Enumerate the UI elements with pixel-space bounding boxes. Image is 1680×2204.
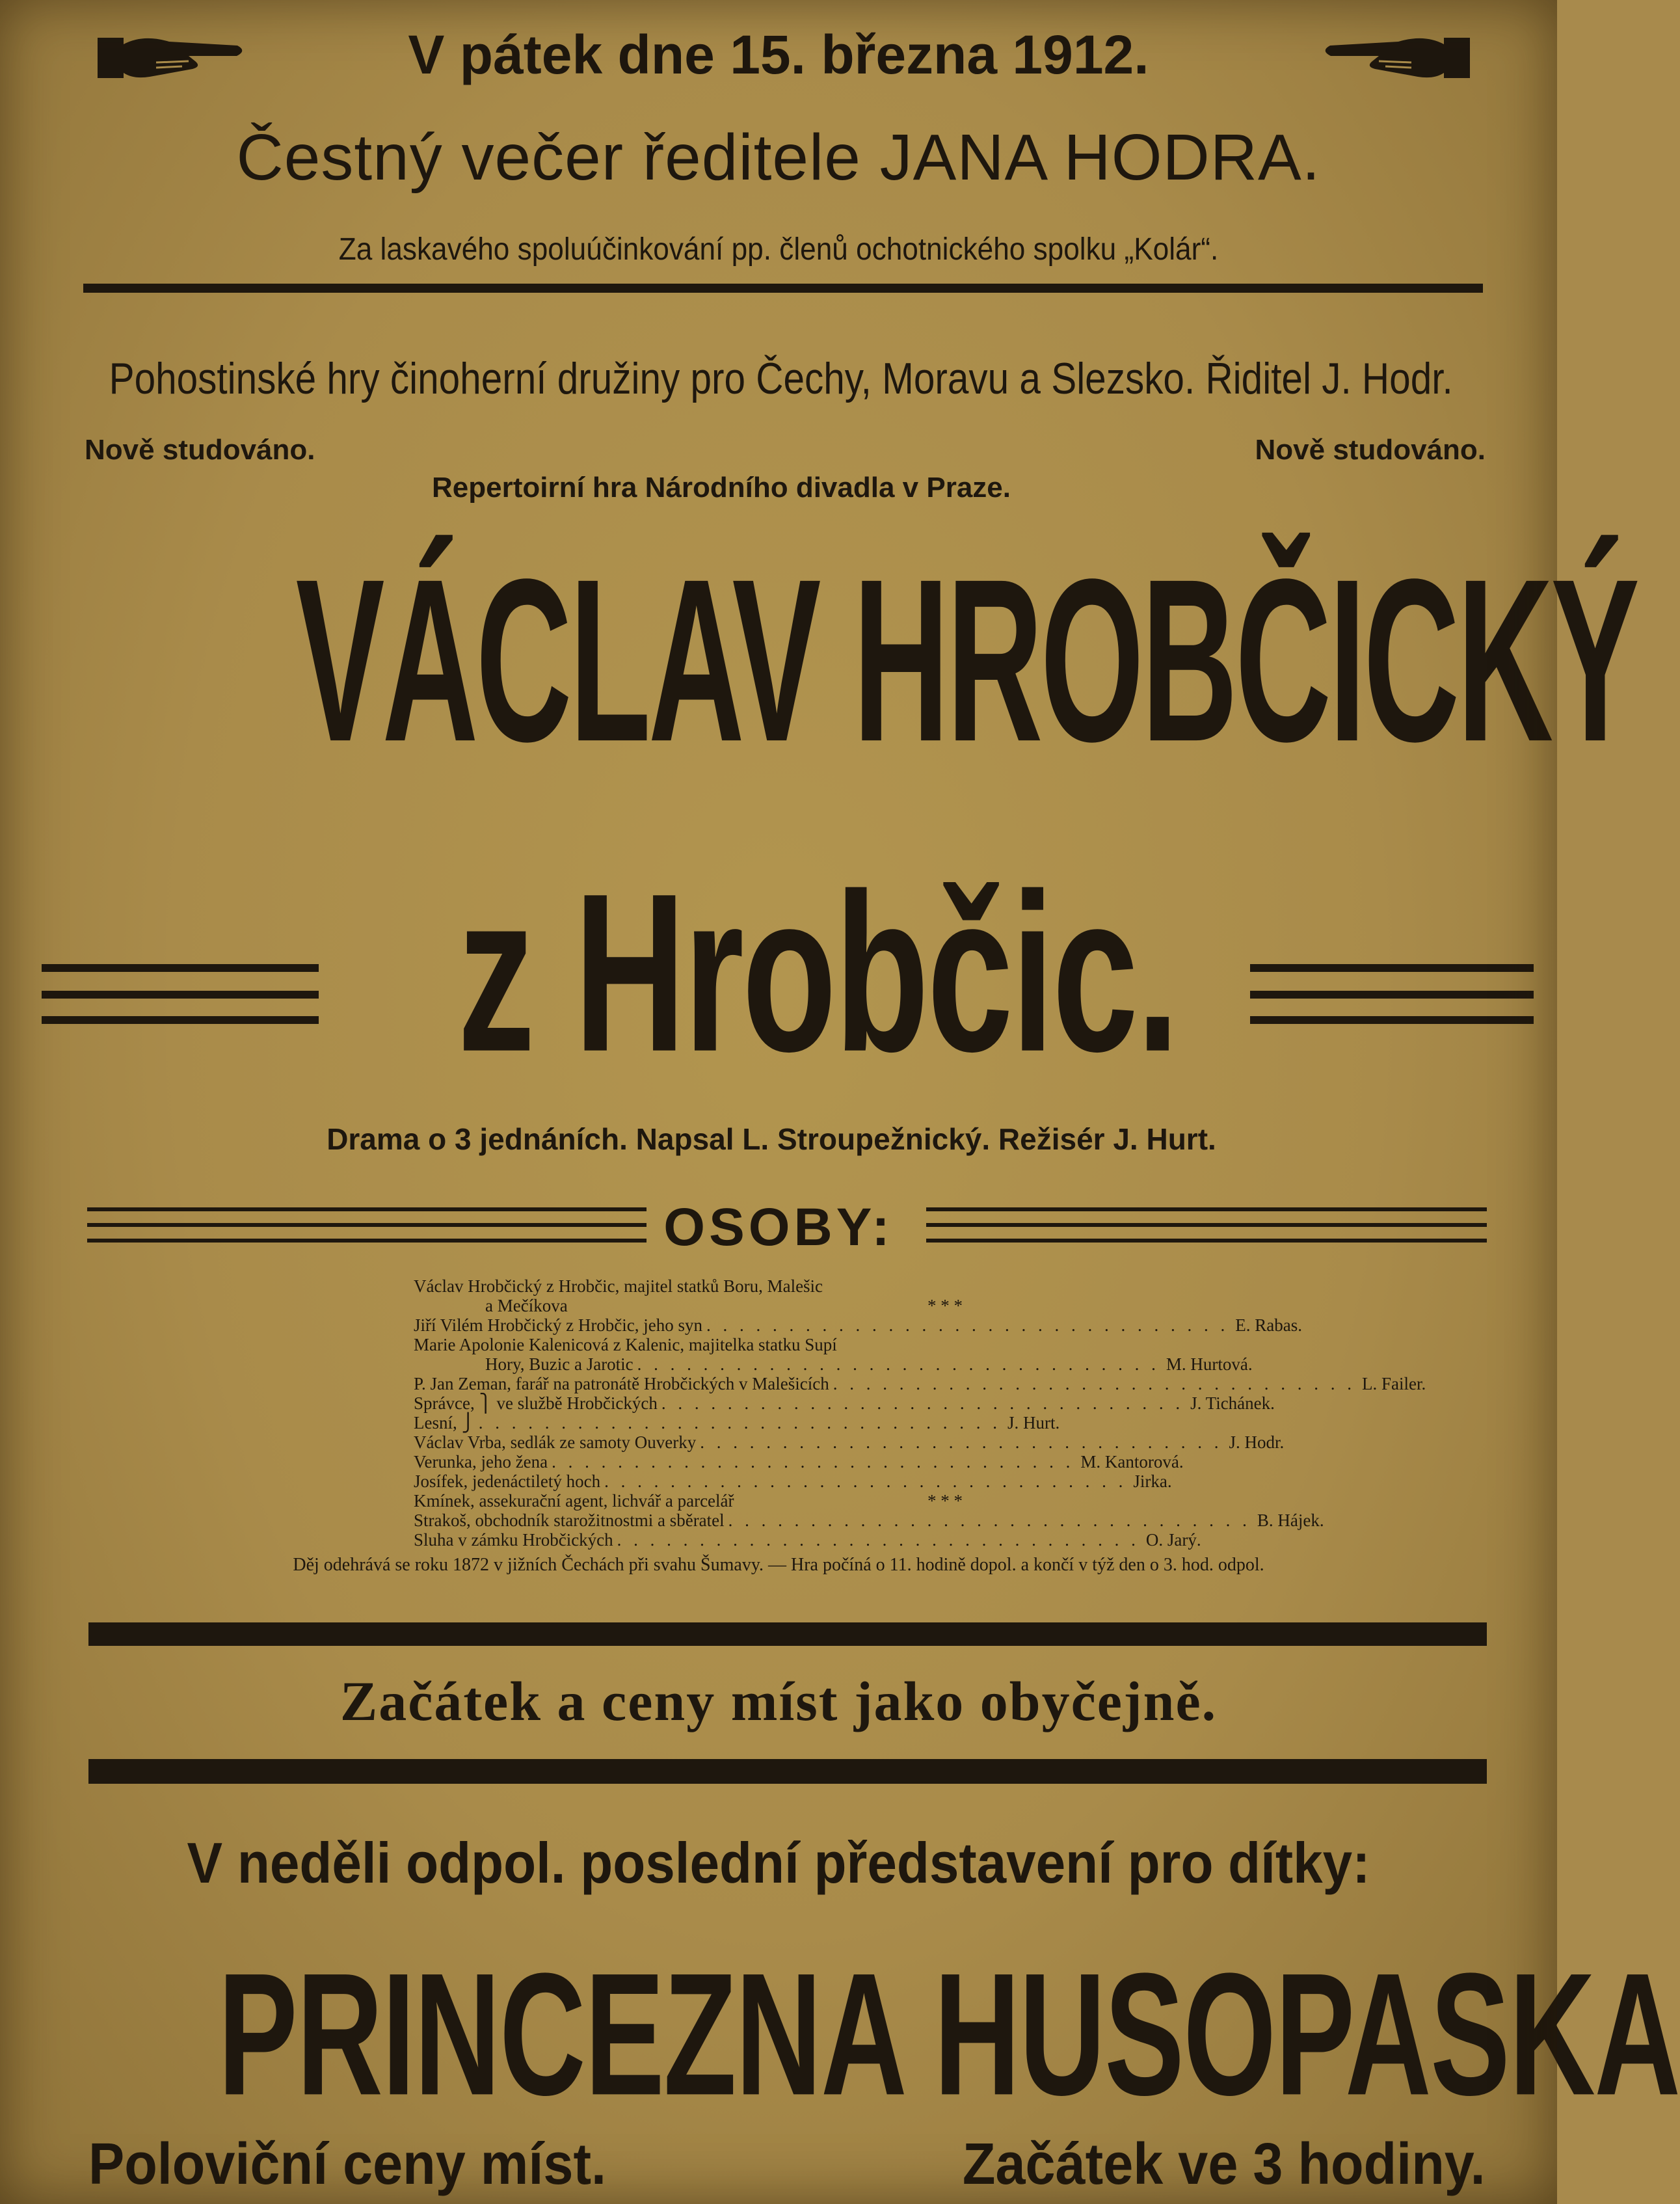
cast-role: Jiří Vilém Hrobčický z Hrobčic, jeho syn bbox=[414, 1315, 703, 1335]
cast-actor: J. Tichánek. bbox=[1190, 1393, 1275, 1413]
leader-dots bbox=[823, 1276, 921, 1296]
play-title-line2: z Hrobčic. bbox=[457, 846, 1178, 1099]
cast-row bbox=[414, 1393, 1275, 1413]
divider-rule bbox=[88, 1622, 1487, 1646]
cast-role: Správce, ⎫ ve službě Hrobčických bbox=[414, 1393, 658, 1413]
cast-row bbox=[414, 1354, 1253, 1374]
cast-row bbox=[414, 1374, 1426, 1393]
cast-row bbox=[414, 1276, 1090, 1296]
leader-dots: . . . . . . . . . . . . . . . . . . . . . . . . . . . . . . . . bbox=[706, 1315, 1229, 1335]
cast-actor: M. Kantorová. bbox=[1080, 1452, 1184, 1472]
play-title-line1: VÁCLAV HROBČICKÝ bbox=[295, 530, 1638, 790]
cast-row bbox=[414, 1296, 1090, 1315]
cooperation-line: Za laskavého spoluúčinkování pp. členů ochotnického spolku „Kolár“. bbox=[338, 232, 1219, 267]
cast-role: Strakoš, obchodník starožitnostmi a sběratel bbox=[414, 1511, 725, 1530]
cast-actor: J. Hodr. bbox=[1229, 1432, 1285, 1452]
right-ornament-rule bbox=[1250, 991, 1534, 999]
setting-line: Děj odehrává se roku 1872 v jižních Čechách při svahu Šumavy. — Hra počíná o 11. hodině dopol. a končí v týž den o 3. hod. odpol. bbox=[293, 1555, 1264, 1575]
cast-row bbox=[414, 1530, 1201, 1550]
cast-list bbox=[414, 1276, 1426, 1550]
leader-dots: . . . . . . . . . . . . . . . . . . . . . . . . . . . . . . . . bbox=[700, 1432, 1223, 1452]
divider-rule bbox=[83, 284, 1483, 293]
children-play-title: PRINCEZNA HUSOPASKA bbox=[218, 1937, 1680, 2132]
leader-dots: . . . . . . . . . . . . . . . . . . . . . . . . . . . . . . . . bbox=[478, 1413, 1001, 1432]
cast-actor: J. Hurt. bbox=[1007, 1413, 1060, 1432]
cast-row bbox=[414, 1452, 1184, 1472]
cast-role: Sluha v zámku Hrobčických bbox=[414, 1530, 613, 1550]
left-ornament-rule bbox=[42, 964, 319, 972]
cast-row bbox=[414, 1511, 1324, 1530]
cast-role: Marie Apolonie Kalenicová z Kalenic, majitelka statku Supí bbox=[414, 1335, 837, 1354]
cast-actor bbox=[921, 1335, 1090, 1354]
cast-actor: L. Failer. bbox=[1362, 1374, 1426, 1393]
company-tagline: Pohostinské hry činoherní družiny pro Čechy, Moravu a Slezsko. Řiditel J. Hodr. bbox=[109, 354, 1453, 403]
cast-actor: M. Hurtová. bbox=[1166, 1354, 1253, 1374]
leader-dots: . . . . . . . . . . . . . . . . . . . . . . . . . . . . . . . . bbox=[833, 1374, 1355, 1393]
newly-studied-right: Nově studováno. bbox=[1255, 434, 1486, 466]
leader-dots bbox=[734, 1491, 921, 1511]
leader-dots: . . . . . . . . . . . . . . . . . . . . . . . . . . . . . . . . bbox=[728, 1511, 1251, 1530]
leader-dots bbox=[568, 1296, 921, 1315]
start-and-prices: Začátek a ceny míst jako obyčejně. bbox=[340, 1670, 1218, 1732]
cast-actor: O. Jarý. bbox=[1145, 1530, 1201, 1550]
cast-actor bbox=[921, 1276, 1090, 1296]
cast-role: Václav Vrba, sedlák ze samoty Ouverky bbox=[414, 1432, 697, 1452]
play-subtitle: Drama o 3 jednáních. Napsal L. Stroupežnický. Režisér J. Hurt. bbox=[327, 1122, 1216, 1156]
leader-dots: . . . . . . . . . . . . . . . . . . . . . . . . . . . . . . . . bbox=[604, 1472, 1127, 1491]
date-line: V pátek dne 15. března 1912. bbox=[408, 24, 1149, 85]
divider-rule bbox=[88, 1759, 1487, 1784]
leader-dots: . . . . . . . . . . . . . . . . . . . . . . . . . . . . . . . . bbox=[617, 1530, 1140, 1550]
cast-actor: * * * bbox=[927, 1491, 963, 1511]
cast-role: Václav Hrobčický z Hrobčic, majitel statků Boru, Malešic bbox=[414, 1276, 823, 1296]
cast-role: a Mečíkova bbox=[485, 1296, 568, 1315]
cast-row bbox=[414, 1472, 1172, 1491]
children-announcement: V neděli odpol. poslední představení pro dítky: bbox=[187, 1831, 1370, 1895]
cast-role: P. Jan Zeman, farář na patronátě Hrobčických v Malešicích bbox=[414, 1374, 829, 1393]
cast-row bbox=[414, 1413, 1090, 1432]
cast-role: Kmínek, assekurační agent, lichvář a parcelář bbox=[414, 1491, 734, 1511]
cast-heading: OSOBY: bbox=[663, 1198, 894, 1257]
repertoire-line: Repertoirní hra Národního divadla v Praze. bbox=[432, 472, 1011, 504]
start-time-note: Začátek ve 3 hodiny. bbox=[963, 2132, 1486, 2197]
left-ornament-rule bbox=[42, 1016, 319, 1024]
cast-actor: Jirka. bbox=[1133, 1472, 1172, 1491]
right-ornament-rule bbox=[1250, 1016, 1534, 1024]
half-price-note: Poloviční ceny míst. bbox=[88, 2132, 607, 2197]
cast-role: Lesní, ⎭ bbox=[414, 1413, 475, 1432]
cast-actor: B. Hájek. bbox=[1257, 1511, 1324, 1530]
cast-role: Hory, Buzic a Jarotic bbox=[485, 1354, 633, 1374]
right-ornament-rule bbox=[1250, 964, 1534, 972]
newly-studied-left: Nově studováno. bbox=[85, 434, 315, 466]
cast-role: Verunka, jeho žena bbox=[414, 1452, 548, 1472]
honor-line: Čestný večer ředitele JANA HODRA. bbox=[236, 121, 1321, 194]
leader-dots bbox=[837, 1335, 921, 1354]
cast-role: Josífek, jedenáctiletý hoch bbox=[414, 1472, 601, 1491]
leader-dots: . . . . . . . . . . . . . . . . . . . . . . . . . . . . . . . . bbox=[637, 1354, 1160, 1374]
leader-dots: . . . . . . . . . . . . . . . . . . . . . . . . . . . . . . . . bbox=[552, 1452, 1074, 1472]
cast-row bbox=[414, 1335, 1090, 1354]
cast-actor: E. Rabas. bbox=[1235, 1315, 1303, 1335]
cast-row bbox=[414, 1432, 1285, 1452]
cast-row bbox=[414, 1315, 1303, 1335]
left-ornament-rule bbox=[42, 991, 319, 999]
cast-row bbox=[414, 1491, 1090, 1511]
leader-dots: . . . . . . . . . . . . . . . . . . . . . . . . . . . . . . . . bbox=[661, 1393, 1184, 1413]
cast-actor: * * * bbox=[927, 1296, 963, 1315]
